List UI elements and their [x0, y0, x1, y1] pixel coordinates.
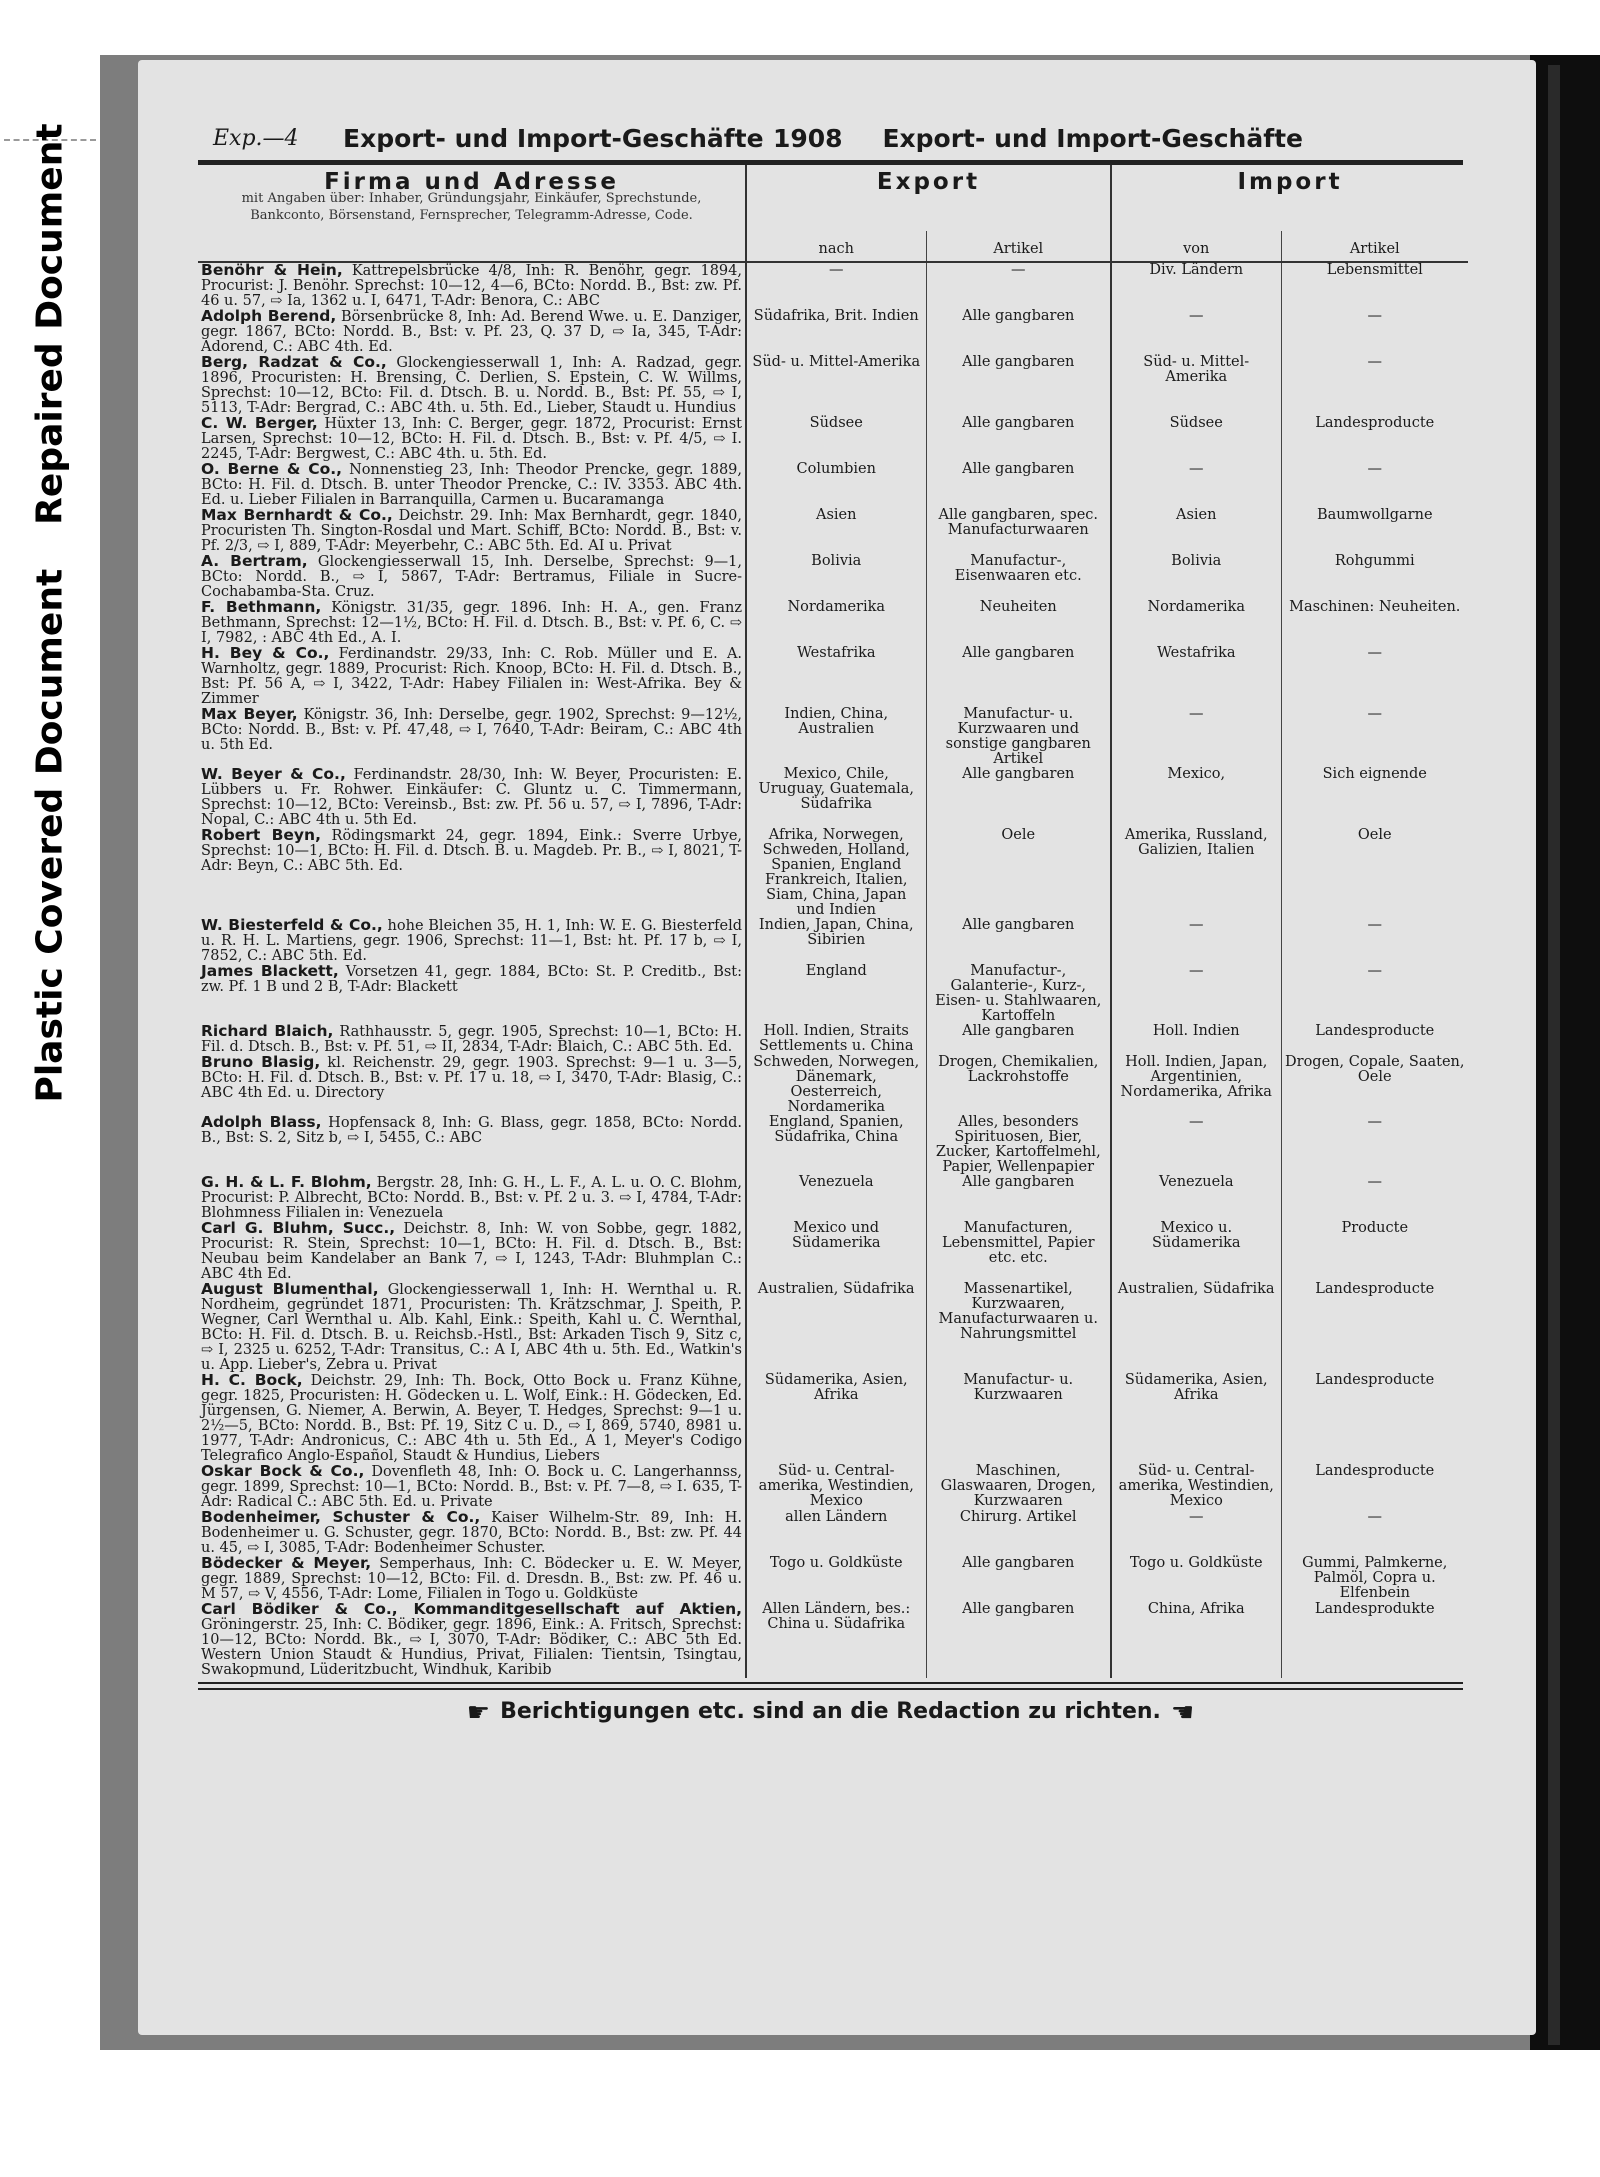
firma-cell: [198, 262, 746, 309]
firm-name: Bruno Blasig,: [201, 1053, 321, 1071]
firm-name: F. Bethmann,: [201, 598, 322, 616]
export-header: [746, 165, 1111, 231]
export-artikel-cell: Manufacturen, Lebensmittel, Papier etc. etc.: [926, 1221, 1111, 1282]
import-title: Import: [1237, 169, 1343, 195]
page-reference: Exp.—4: [213, 126, 299, 151]
scanned-page-image: [100, 55, 1600, 2050]
firma-title: Firma und Adresse: [324, 169, 619, 195]
firma-cell: [198, 1221, 746, 1282]
import-von-cell: Westafrika: [1111, 646, 1281, 707]
firm-name: W. Biesterfeld & Co.,: [201, 916, 383, 934]
firm-address: Dovenfleth 48, Inh: O. Bock u. C. Langerhannss, gegr. 1899, Sprechst: 10—1, BCto: Nordd. B., Bst: v. Pf. 7—8, ⇨ I. 635, T-Adr: Radical C.: ABC 5th. Ed. u. Private: [201, 1464, 743, 1510]
footer-rule: [198, 1682, 1463, 1684]
import-von-cell: Venezuela: [1111, 1175, 1281, 1221]
firm-address: Königstr. 36, Inh: Derselbe, gegr. 1902, Sprechst: 9—12½, BCto: Nordd. B., Bst: v. Pf. 47,48, ⇨ I, 7640, T-Adr: Beiram, C.: ABC 4th u. 5th Ed.: [201, 707, 742, 753]
import-artikel-cell: Gummi, Palmkerne, Palmöl, Copra u. Elfenbein: [1281, 1556, 1468, 1602]
export-nach-cell: Westafrika: [746, 646, 926, 707]
firm-name: C. W. Berger,: [201, 414, 318, 432]
pointing-hand-left-icon: ☛: [466, 1698, 491, 1728]
firm-address: Kaiser Wilhelm-Str. 89, Inh: H. Bodenheimer u. G. Schuster, gegr. 1870, BCto: Nordd. B., Bst: zw. Pf. 44 u. 45, ⇨ I, 3085, T-Adr: Bodenheimer Schuster.: [201, 1510, 743, 1556]
firm-address: Semperhaus, Inh: C. Bödecker u. E. W. Meyer, gegr. 1889, Sprechst: 10—12, BCto: Fil. d. Dresdn. B., Bst: zw. Pf. 46 u. M 57, ⇨ V, 4556, T-Adr: Lome, Filialen in Togo u. Goldküste: [201, 1556, 743, 1602]
firma-cell: [198, 964, 746, 1024]
table-row: [198, 918, 1468, 964]
table-row: [198, 1175, 1468, 1221]
table-row: [198, 462, 1468, 508]
export-nach-cell: allen Ländern: [746, 1510, 926, 1556]
table-row: [198, 1464, 1468, 1510]
firma-cell: [198, 1055, 746, 1115]
firma-cell: [198, 309, 746, 355]
export-artikel-cell: —: [926, 262, 1111, 309]
export-artikel-cell: Alle gangbaren: [926, 1175, 1111, 1221]
firm-name: Adolph Berend,: [201, 307, 337, 325]
import-header: [1111, 165, 1468, 231]
export-artikel-cell: Manufactur- u. Kurzwaaren: [926, 1373, 1111, 1464]
table-row: [198, 262, 1468, 309]
import-von-cell: Südamerika, Asien, Afrika: [1111, 1373, 1281, 1464]
export-nach-cell: Allen Ländern, bes.: China u. Südafrika: [746, 1602, 926, 1678]
firm-address: Rödingsmarkt 24, gegr. 1894, Eink.: Sverre Urbye, Sprechst: 10—1, BCto: H. Fil. d. Dtsch. B. u. Magdeb. Pr. B., ⇨ I, 8021, T-Adr: Beyn, C.: ABC 5th. Ed.: [201, 828, 743, 874]
export-nach-cell: Asien: [746, 508, 926, 554]
import-von-cell: Süd- u. Central-amerika, Westindien, Mexico: [1111, 1464, 1281, 1510]
firma-subtitle: mit Angaben über: Inhaber, Gründungsjahr, Einkäufer, Sprechstunde, Bankconto, Börsenstand, Fernsprecher, Telegramm-Adresse, Code.: [241, 191, 702, 223]
export-nach-cell: Nordamerika: [746, 600, 926, 646]
import-von-cell: —: [1111, 1115, 1281, 1175]
header-title-right: Export- und Import-Geschäfte: [882, 124, 1303, 153]
import-artikel-cell: Landesproducte: [1281, 416, 1468, 462]
export-artikel-cell: Maschinen, Glaswaaren, Drogen, Kurzwaaren: [926, 1464, 1111, 1510]
pointing-hand-right-icon: ☚: [1170, 1698, 1195, 1728]
table-row: [198, 646, 1468, 707]
directory-table: [198, 165, 1468, 1678]
import-von-cell: Nordamerika: [1111, 600, 1281, 646]
firma-cell: [198, 1115, 746, 1175]
import-artikel-cell: Baumwollgarne: [1281, 508, 1468, 554]
firm-name: Berg, Radzat & Co.,: [201, 353, 387, 371]
import-von-cell: —: [1111, 309, 1281, 355]
book-spine: [1530, 55, 1600, 2050]
col-import-artikel: Artikel: [1281, 231, 1468, 262]
import-artikel-cell: Oele: [1281, 828, 1468, 918]
firma-cell: [198, 508, 746, 554]
table-row: [198, 309, 1468, 355]
firm-name: Richard Blaich,: [201, 1022, 334, 1040]
firma-cell: [198, 918, 746, 964]
import-artikel-cell: —: [1281, 1115, 1468, 1175]
export-artikel-cell: Alle gangbaren: [926, 918, 1111, 964]
import-von-cell: Südsee: [1111, 416, 1281, 462]
firma-cell: [198, 416, 746, 462]
export-title: Export: [876, 169, 981, 195]
export-artikel-cell: Manufactur-, Eisenwaaren etc.: [926, 554, 1111, 600]
firma-cell: [198, 1175, 746, 1221]
import-von-cell: Holl. Indien, Japan, Argentinien, Nordamerika, Afrika: [1111, 1055, 1281, 1115]
import-artikel-cell: Landesproducte: [1281, 1373, 1468, 1464]
firm-name: James Blackett,: [201, 962, 339, 980]
firma-cell: [198, 1373, 746, 1464]
table-row: [198, 600, 1468, 646]
firma-cell: [198, 355, 746, 416]
firma-cell: [198, 646, 746, 707]
table-row: [198, 1556, 1468, 1602]
header-title-left: Export- und Import-Geschäfte: [343, 124, 764, 153]
import-von-cell: Div. Ländern: [1111, 262, 1281, 309]
firm-address: Königstr. 31/35, gegr. 1896. Inh: H. A., gen. Franz Bethmann, Sprechst: 12—1½, BCto: H. Fil. d. Dtsch. B., Bst: v. Pf. 6, C. ⇨ I, 7982, : ABC 4th Ed., A. I.: [201, 600, 742, 646]
firm-name: Bodenheimer, Schuster & Co.,: [201, 1508, 481, 1526]
firm-address: Glockengiesserwall 15, Inh. Derselbe, Sprechst: 9—1, BCto: Nordd. B., ⇨ I, 5867, T-Adr: Bertramus, Filiale in Sucre-Cochabamba-Sta. Cruz.: [201, 554, 743, 600]
firm-address: Rathhausstr. 5, gegr. 1905, Sprechst: 10—1, BCto: H. Fil. d. Dtsch. B., Bst: v. Pf. 51, ⇨ II, 2834, T-Adr: Blaich, C.: ABC 5th. Ed.: [201, 1024, 743, 1055]
import-von-cell: Bolivia: [1111, 554, 1281, 600]
firma-cell: [198, 707, 746, 767]
import-artikel-cell: Lebensmittel: [1281, 262, 1468, 309]
export-artikel-cell: Alle gangbaren: [926, 416, 1111, 462]
firm-address: kl. Reichenstr. 29, gegr. 1903. Sprechst: 9—1 u. 3—5, BCto: H. Fil. d. Dtsch. B., Bst: v. Pf. 17 u. 18, ⇨ I, 3470, T-Adr: Blasig, C.: ABC 4th Ed. u. Directory: [201, 1055, 742, 1101]
firma-cell: [198, 767, 746, 828]
import-artikel-cell: Sich eignende: [1281, 767, 1468, 828]
export-artikel-cell: Alle gangbaren: [926, 767, 1111, 828]
import-von-cell: Amerika, Russland, Galizien, Italien: [1111, 828, 1281, 918]
running-header: [193, 120, 1463, 160]
firm-name: Carl G. Bluhm, Succ.,: [201, 1219, 396, 1237]
export-nach-cell: Holl. Indien, Straits Settlements u. China: [746, 1024, 926, 1055]
export-artikel-cell: Alle gangbaren: [926, 1556, 1111, 1602]
table-row: [198, 1373, 1468, 1464]
firm-address: Ferdinandstr. 29/33, Inh: C. Rob. Müller und E. A. Warnholtz, gegr. 1889, Procurist: Rich. Knoop, BCto: H. Fil. d. Dtsch. B., Bst: Pf. 56 A, ⇨ I, 3422, T-Adr: Habey Filialen in: West-Afrika. Bey & Zimmer: [201, 646, 743, 707]
import-artikel-cell: —: [1281, 964, 1468, 1024]
import-artikel-cell: Landesproducte: [1281, 1464, 1468, 1510]
footer: [198, 1682, 1463, 1728]
table-row: [198, 767, 1468, 828]
import-artikel-cell: Landesprodukte: [1281, 1602, 1468, 1678]
export-artikel-cell: Neuheiten: [926, 600, 1111, 646]
import-artikel-cell: Producte: [1281, 1221, 1468, 1282]
export-artikel-cell: Alle gangbaren: [926, 355, 1111, 416]
export-nach-cell: —: [746, 262, 926, 309]
entries: [198, 262, 1468, 1678]
firm-name: H. Bey & Co.,: [201, 644, 330, 662]
import-artikel-cell: —: [1281, 707, 1468, 767]
import-artikel-cell: —: [1281, 1175, 1468, 1221]
export-nach-cell: Süd- u. Central-amerika, Westindien, Mexico: [746, 1464, 926, 1510]
table-row: [198, 707, 1468, 767]
export-nach-cell: Mexico und Südamerika: [746, 1221, 926, 1282]
import-artikel-cell: —: [1281, 309, 1468, 355]
export-nach-cell: Indien, Japan, China, Sibirien: [746, 918, 926, 964]
firm-address: Vorsetzen 41, gegr. 1884, BCto: St. P. Creditb., Bst: zw. Pf. 1 B und 2 B, T-Adr: Blackett: [201, 964, 743, 995]
table-row: [198, 1282, 1468, 1373]
firm-name: Carl Bödiker & Co., Kommanditgesellschaft auf Aktien,: [201, 1600, 742, 1618]
firma-header: [198, 165, 746, 262]
export-nach-cell: Columbien: [746, 462, 926, 508]
firm-address: Ferdinandstr. 28/30, Inh: W. Beyer, Procuristen: E. Lübbers u. Fr. Rohwer. Einkäufer: C. Gluntz u. C. Timmermann, Sprechst: 10—12, BCto: Vereinsb., Bst: zw. Pf. 56 u. 57, ⇨ I, 7896, T-Adr: Nopal, C.: ABC 4th u. 5th Ed.: [201, 767, 743, 828]
export-nach-cell: Süd- u. Mittel-Amerika: [746, 355, 926, 416]
col-export-artikel: Artikel: [926, 231, 1111, 262]
firm-name: August Blumenthal,: [201, 1280, 379, 1298]
firma-cell: [198, 1282, 746, 1373]
firm-address: Deichstr. 29, Inh: Th. Bock, Otto Bock u. Franz Kühne, gegr. 1825, Procuristen: H. Gödecken u. L. Wolf, Eink.: H. Gödecken, Ed. Jürgensen, G. Niemer, A. Berwin, A. Beyer, T. Hedges, Sprechst: 9—1 u. 2½—5, BCto: Nordd. B., Bst: Pf. 19, Sitz C u. D., ⇨ I, 869, 5740, 8981 u. 1977, T-Adr: Andronicus, C.: ABC 4th u. 5th Ed., A 1, Meyer's Codigo Telegrafico Anglo-Español, Staudt & Hundius, Liebers: [201, 1373, 743, 1464]
firm-address: Bergstr. 28, Inh: G. H., L. F., A. L. u. O. C. Blohm, Procurist: P. Albrecht, BCto: Nordd. B., Bst: v. Pf. 2 u. 3. ⇨ I, 4784, T-Adr: Blohmness Filialen in: Venezuela: [201, 1175, 742, 1221]
firma-cell: [198, 600, 746, 646]
export-artikel-cell: Chirurg. Artikel: [926, 1510, 1111, 1556]
firma-cell: [198, 1556, 746, 1602]
table-row: [198, 828, 1468, 918]
firm-address: hohe Bleichen 35, H. 1, Inh: W. E. G. Biesterfeld u. R. H. L. Martiens, gegr. 1906, Sprechst: 11—1, Bst: ht. Pf. 17 b, ⇨ I, 7852, C.: ABC 5th. Ed.: [201, 918, 743, 964]
firm-name: Max Bernhardt & Co.,: [201, 506, 393, 524]
table-row: [198, 1024, 1468, 1055]
import-von-cell: —: [1111, 707, 1281, 767]
import-von-cell: Asien: [1111, 508, 1281, 554]
table-row: [198, 508, 1468, 554]
export-artikel-cell: Alle gangbaren, spec. Manufacturwaaren: [926, 508, 1111, 554]
export-artikel-cell: Massenartikel, Kurzwaaren, Manufacturwaaren u. Nahrungsmittel: [926, 1282, 1111, 1373]
import-artikel-cell: —: [1281, 462, 1468, 508]
table-row: [198, 355, 1468, 416]
import-artikel-cell: —: [1281, 355, 1468, 416]
firm-address: Glockengiesserwall 1, Inh: A. Radzad, gegr. 1896, Procuristen: H. Brensing, C. Derlien, S. Epstein, C. W. Willms, Sprechst: 10—12, BCto: Fil. d. Dtsch. B. u. Nordd. B., Bst: Pf. 55, ⇨ I, 5113, T-Adr: Bergrad, C.: ABC 4th. u. 5th. Ed., Lieber, Staudt u. Hundius: [201, 355, 743, 416]
footer-message: Berichtigungen etc. sind an die Redaction zu richten.: [500, 1699, 1161, 1724]
export-nach-cell: Indien, China, Australien: [746, 707, 926, 767]
import-von-cell: Holl. Indien: [1111, 1024, 1281, 1055]
firm-address: Gröningerstr. 25, Inh: C. Bödiker, gegr. 1896, Eink.: A. Fritsch, Sprechst: 10—12, BCto: Nordd. Bk., ⇨ I, 3070, T-Adr: Bödiker, C.: ABC 5th Ed. Western Union Staudt & Hundius, Privat, Filialen: Tientsin, Tsingtau, Swakopmund, Lüderitzbucht, Windhuk, Karibib: [201, 1617, 742, 1678]
firma-cell: [198, 1464, 746, 1510]
export-artikel-cell: Alle gangbaren: [926, 646, 1111, 707]
firm-address: Börsenbrücke 8, Inh: Ad. Berend Wwe. u. E. Danziger, gegr. 1867, BCto: Nordd. B., Bst: v. Pf. 23, Q. 37 D, ⇨ Ia, 345, T-Adr: Adorend, C.: ABC 4th. Ed.: [201, 309, 742, 355]
export-nach-cell: Bolivia: [746, 554, 926, 600]
firm-name: H. C. Bock,: [201, 1371, 303, 1389]
import-artikel-cell: —: [1281, 646, 1468, 707]
vertical-label-text: [30, 101, 71, 1124]
firma-cell: [198, 462, 746, 508]
firma-cell: [198, 1510, 746, 1556]
export-nach-cell: Südafrika, Brit. Indien: [746, 309, 926, 355]
export-artikel-cell: Oele: [926, 828, 1111, 918]
label-repaired: Repaired Document: [29, 122, 71, 525]
export-artikel-cell: Drogen, Chemikalien, Lackrohstoffe: [926, 1055, 1111, 1115]
export-artikel-cell: Manufactur- u. Kurzwaaren und sonstige gangbaren Artikel: [926, 707, 1111, 767]
import-von-cell: Australien, Südafrika: [1111, 1282, 1281, 1373]
firm-address: Kattrepelsbrücke 4/8, Inh: R. Benöhr, gegr. 1894, Procurist: J. Benöhr. Sprechst: 10—12, 4—6, BCto: Nordd. B., Bst: zw. Pf. 46 u. 57, ⇨ Ia, 1362 u. I, 6471, T-Adr: Benora, C.: ABC: [201, 263, 742, 309]
import-von-cell: Süd- u. Mittel-Amerika: [1111, 355, 1281, 416]
firma-cell: [198, 828, 746, 918]
table-row: [198, 964, 1468, 1024]
import-von-cell: Mexico u. Südamerika: [1111, 1221, 1281, 1282]
import-artikel-cell: —: [1281, 1510, 1468, 1556]
firm-name: G. H. & L. F. Blohm,: [201, 1173, 372, 1191]
document-page: [138, 60, 1536, 2035]
import-von-cell: —: [1111, 964, 1281, 1024]
page-content: [193, 120, 1463, 1728]
export-artikel-cell: Alle gangbaren: [926, 1602, 1111, 1678]
table-row: [198, 416, 1468, 462]
export-nach-cell: Australien, Südafrika: [746, 1282, 926, 1373]
firm-name: Bödecker & Meyer,: [201, 1554, 372, 1572]
firm-name: Max Beyer,: [201, 705, 298, 723]
export-nach-cell: England, Spanien, Südafrika, China: [746, 1115, 926, 1175]
table-row: [198, 1115, 1468, 1175]
export-nach-cell: Togo u. Goldküste: [746, 1556, 926, 1602]
firm-name: A. Bertram,: [201, 552, 308, 570]
firm-address: Deichstr. 8, Inh: W. von Sobbe, gegr. 1882, Procurist: R. Stein, Sprechst: 10—1, BCto: H. Fil. d. Dtsch. B., Bst: Neubau beim Kandelaber an Bank 7, ⇨ I, 1243, T-Adr: Bluhmplan C.: ABC 4th Ed.: [201, 1221, 742, 1282]
export-nach-cell: Schweden, Norwegen, Dänemark, Oesterreich, Nordamerika: [746, 1055, 926, 1115]
import-artikel-cell: Maschinen: Neuheiten.: [1281, 600, 1468, 646]
table-row: [198, 1055, 1468, 1115]
footer-note: [198, 1698, 1463, 1728]
import-artikel-cell: Landesproducte: [1281, 1024, 1468, 1055]
import-von-cell: Mexico,: [1111, 767, 1281, 828]
import-artikel-cell: Drogen, Copale, Saaten, Oele: [1281, 1055, 1468, 1115]
export-nach-cell: Afrika, Norwegen, Schweden, Holland, Spanien, England Frankreich, Italien, Siam, China, Japan und Indien: [746, 828, 926, 918]
firm-name: Robert Beyn,: [201, 826, 321, 844]
table-row: [198, 1510, 1468, 1556]
firm-name: O. Berne & Co.,: [201, 460, 343, 478]
export-nach-cell: Venezuela: [746, 1175, 926, 1221]
firm-address: Glockengiesserwall 1, Inh: H. Wernthal u. R. Nordheim, gegründet 1871, Procuristen: Th. Krätzschmar, J. Speith, P. Wegner, Carl Wernthal u. Alb. Kahl, Eink.: Speith, Kahl u. C. Wernthal, BCto: H. Fil. d. Dtsch. B. u. Reichsb.-Hstl., Bst: Arkaden Tisch 9, Sitz c, ⇨ I, 2325 u. 6252, T-Adr: Transitus, C.: A I, ABC 4th u. 5th. Ed., Watkin's u. App. Lieber's, Zebra u. Privat: [201, 1282, 742, 1373]
table-row: [198, 554, 1468, 600]
export-artikel-cell: Alle gangbaren: [926, 462, 1111, 508]
firm-address: Hopfensack 8, Inh: G. Blass, gegr. 1858, BCto: Nordd. B., Bst: S. 2, Sitz b, ⇨ I, 5455, C.: ABC: [201, 1115, 742, 1146]
export-nach-cell: Mexico, Chile, Uruguay, Guatemala, Südafrika: [746, 767, 926, 828]
import-artikel-cell: Rohgummi: [1281, 554, 1468, 600]
firma-cell: [198, 554, 746, 600]
firm-name: Adolph Blass,: [201, 1113, 322, 1131]
firma-cell: [198, 1602, 746, 1678]
export-artikel-cell: Alle gangbaren: [926, 309, 1111, 355]
firm-address: Deichstr. 29. Inh: Max Bernhardt, gegr. 1840, Procuristen Th. Sington-Rosdal und Mart. Schiff, BCto: Nordd. B., Bst: v. Pf. 2/3, ⇨ I, 889, T-Adr: Meyerbehr, C.: ABC 5th. Ed. AI u. Privat: [201, 508, 743, 554]
import-von-cell: Togo u. Goldküste: [1111, 1556, 1281, 1602]
export-nach-cell: Südamerika, Asien, Afrika: [746, 1373, 926, 1464]
export-artikel-cell: Alles, besonders Spirituosen, Bier, Zucker, Kartoffelmehl, Papier, Wellenpapier: [926, 1115, 1111, 1175]
col-nach: nach: [746, 231, 926, 262]
col-von: von: [1111, 231, 1281, 262]
table-row: [198, 1602, 1468, 1678]
export-artikel-cell: Manufactur-, Galanterie-, Kurz-, Eisen- u. Stahlwaaren, Kartoffeln: [926, 964, 1111, 1024]
firm-name: Oskar Bock & Co.,: [201, 1462, 365, 1480]
header-year: 1908: [773, 124, 843, 153]
import-artikel-cell: Landesproducte: [1281, 1282, 1468, 1373]
book-spine-edge: [1548, 65, 1560, 2045]
import-von-cell: —: [1111, 918, 1281, 964]
import-von-cell: —: [1111, 1510, 1281, 1556]
export-nach-cell: England: [746, 964, 926, 1024]
export-artikel-cell: Alle gangbaren: [926, 1024, 1111, 1055]
import-von-cell: China, Afrika: [1111, 1602, 1281, 1678]
firm-name: Benöhr & Hein,: [201, 261, 343, 279]
export-nach-cell: Südsee: [746, 416, 926, 462]
firm-address: Hüxter 13, Inh: C. Berger, gegr. 1872, Procurist: Ernst Larsen, Sprechst: 10—12, BCto: H. Fil. d. Dtsch. B., Bst: v. Pf. 4/5, ⇨ I. 2245, T-Adr: Bergwest, C.: ABC 4th. u. 5th. Ed.: [201, 416, 743, 462]
firm-name: W. Beyer & Co.,: [201, 765, 346, 783]
side-label: [0, 55, 100, 1170]
import-von-cell: —: [1111, 462, 1281, 508]
firma-cell: [198, 1024, 746, 1055]
label-plastic-covered: Plastic Covered Document: [29, 568, 71, 1103]
firm-address: Nonnenstieg 23, Inh: Theodor Prencke, gegr. 1889, BCto: H. Fil. d. Dtsch. B. unter Theodor Prencke, C.: IV. 3353. ABC 4th. Ed. u. Lieber Filialen in Barranquilla, Carmen u. Bucaramanga: [201, 462, 743, 508]
footer-rule-2: [198, 1688, 1463, 1690]
import-artikel-cell: —: [1281, 918, 1468, 964]
table-row: [198, 1221, 1468, 1282]
